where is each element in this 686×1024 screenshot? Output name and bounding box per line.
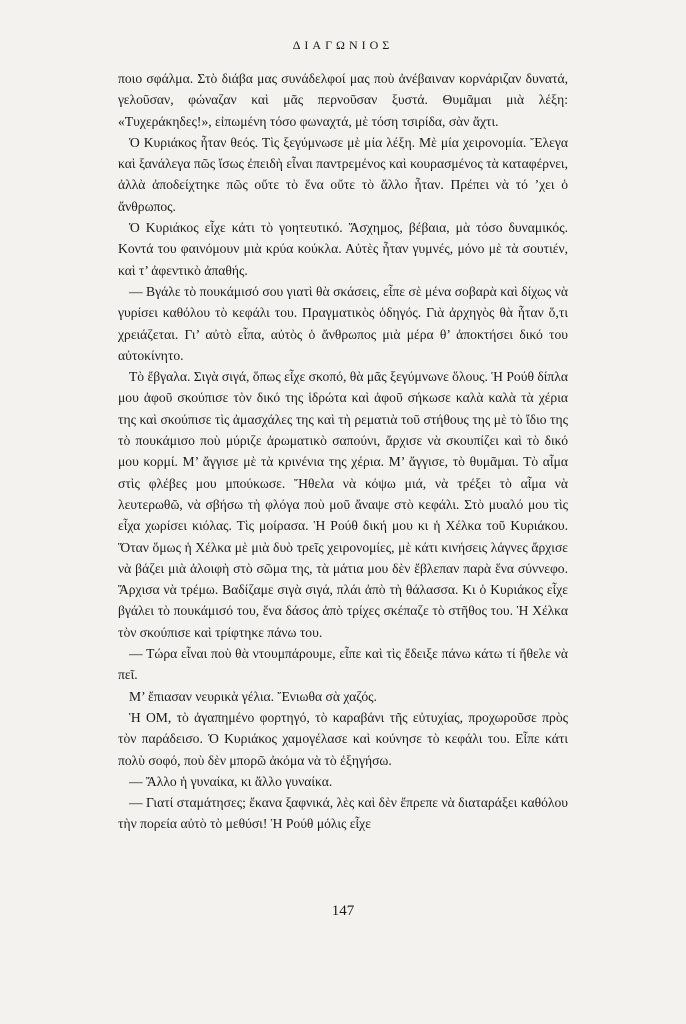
paragraph-7: Μ’ ἔπιασαν νευρικὰ γέλια. Ἔνιωθα σὰ χαζός.: [129, 688, 377, 704]
paragraph-5: Τὸ ἔβγαλα. Σιγὰ σιγά, ὅπως εἶχε σκοπό, θὰ μᾶς ξεγύμνωνε ὅλους. Ἡ Ρούθ δίπλα μου ἀφοῦ σκούπισε τὸν δικό της ἱδρώτα καὶ ἀφοῦ σήκωσε καλὰ καλὰ τὰ χέρια της καὶ σκούπισε τὶς ἀμασχάλες της καὶ τὴ ρεματιὰ τοῦ στήθους της μὲ τὸ ἴδιο της τὸ πουκάμισο ποὺ μύριζε ἀρωματικὸ σαπούνι, ἄρχισε νὰ σκουπίζει καὶ τὸ δικό μου κορμί. Μ’ ἄγγισε μὲ τὰ κρινένια της χέρια. Μ’ ἄγγισε, τὸ θυμᾶμαι. Τὸ αἷμα στὶς φλέβες μου μπούκωσε. Ἤθελα νὰ κόψω μιά, νὰ τρέξει τὸ αἷμα νὰ λευτερωθῶ, νὰ σβήσω τὴ φλόγα ποὺ μοῦ ἄναψε στὸ κεφάλι. Στὸ μυαλό μου τὶς εἶχα χωρίσει κιόλας. Τὶς μοίρασα. Ἡ Ρούθ δική μου κι ἡ Χέλκα τοῦ Κυριάκου. Ὅταν ὅμως ἡ Χέλκα μὲ μιὰ δυὸ τρεῖς χειρονομίες, μὲ κάτι κινήσεις λάγνες ἄρχισε νὰ βάζει μιὰ ἀλοιφὴ στὸ σῶμα της, τὰ μάτια μου δὲν ἔβλεπαν παρὰ ἕνα σύννεφο. Ἄρχισα νὰ τρέμω. Βαδίζαμε σιγὰ σιγά, πλάι ἀπὸ τὴ θάλασσα. Κι ὁ Κυριάκος εἶχε βγάλει τὸ πουκάμισό του, ἕνα δάσος ἀπὸ τρίχες σκέπαζε τὸ στῆθος του. Ἡ Χέλκα τὸν σκούπισε καὶ τρίφτηκε πάνω του.: [118, 369, 568, 640]
paragraph-9: — Ἄλλο ἡ γυναίκα, κι ἄλλο γυναίκα.: [129, 773, 333, 789]
running-header: ΔΙΑΓΩΝΙΟΣ: [292, 38, 394, 52]
paragraph-8: Ἡ ΟΜ, τὸ ἀγαπημένο φορτηγό, τὸ καραβάνι τῆς εὐτυχίας, προχωροῦσε πρὸς τὸν παράδεισο. Ὁ Κυριάκος χαμογέλασε καὶ κούνησε τὸ κεφάλι του. Εἶπε κάτι πολὺ σοφό, ποὺ δὲν μπορῶ ἀκόμα νὰ τὸ ἐξηγήσω.: [118, 709, 568, 768]
page-body-text: [118, 68, 568, 835]
paragraph-3: Ὁ Κυριάκος εἶχε κάτι τὸ γοητευτικό. Ἄσχημος, βέβαια, μὰ τόσο δυναμικός. Κοντά του φαινόμουν μιὰ κρύα κούκλα. Αὐτὲς ἦταν γυμνές, μόνο μὲ τὰ σουτιέν, καὶ τ’ ἀφεντικὸ ἀπαθής.: [118, 220, 568, 278]
paragraph-4: — Βγάλε τὸ πουκάμισό σου γιατὶ θὰ σκάσεις, εἶπε σὲ μένα σοβαρὰ καὶ δίχως νὰ γυρίσει καθόλου τὸ κεφάλι του. Πραγματικὸς ὁδηγός. Γιὰ ἀρχηγὸς θὰ ἦταν ὅ,τι χρειάζεται. Γι’ αὐτὸ εἶπα, αὐτὸς ὁ ἄνθρωπος μιὰ μέρα θ’ ἀποκτήσει δικό του αὐτοκίνητο.: [118, 283, 568, 363]
paragraph-10: — Γιατί σταμάτησες; ἔκανα ξαφνικά, λὲς καὶ δὲν ἔπρεπε νὰ διαταράξει καθόλου τὴν πορεία αὐτὸ τὸ μεθύσι! Ἡ Ρούθ μόλις εἶχε: [118, 795, 568, 832]
paragraph-2: Ὁ Κυριάκος ἦταν θεός. Τὶς ξεγύμνωσε μὲ μία λέξη. Μὲ μία χειρονομία. Ἔλεγα καὶ ξανάλεγα πῶς ἴσως ἐπειδὴ εἶναι παντρεμένος καὶ κουρασμένος τὰ καταφέρνει, ἀλλὰ ἀποδείχτηκε πῶς οὔτε τὸ ἕνα οὔτε τὸ ἄλλο ἦταν. Πρέπει νὰ τό ’χει ὁ ἄνθρωπος.: [118, 134, 568, 214]
paragraph-6: — Τώρα εἶναι ποὺ θὰ ντουμπάρουμε, εἶπε καὶ τὶς ἔδειξε πάνω κάτω τί ἤθελε νὰ πεῖ.: [118, 646, 568, 683]
paragraph-1: ποιο σφάλμα. Στὸ διάβα μας συνάδελφοί μας ποὺ ἀνέβαιναν κορνάριζαν δυνατά, γελοῦσαν, φώναζαν καὶ μᾶς περνοῦσαν ξυστά. Θυμᾶμαι μιὰ λέξη: «Τυχεράκηδες!», εἰπωμένη τόσο φωναχτά, μὲ τόση τσιρίδα, σὰν ἄχτι.: [118, 71, 568, 129]
page-number: 147: [331, 903, 355, 919]
